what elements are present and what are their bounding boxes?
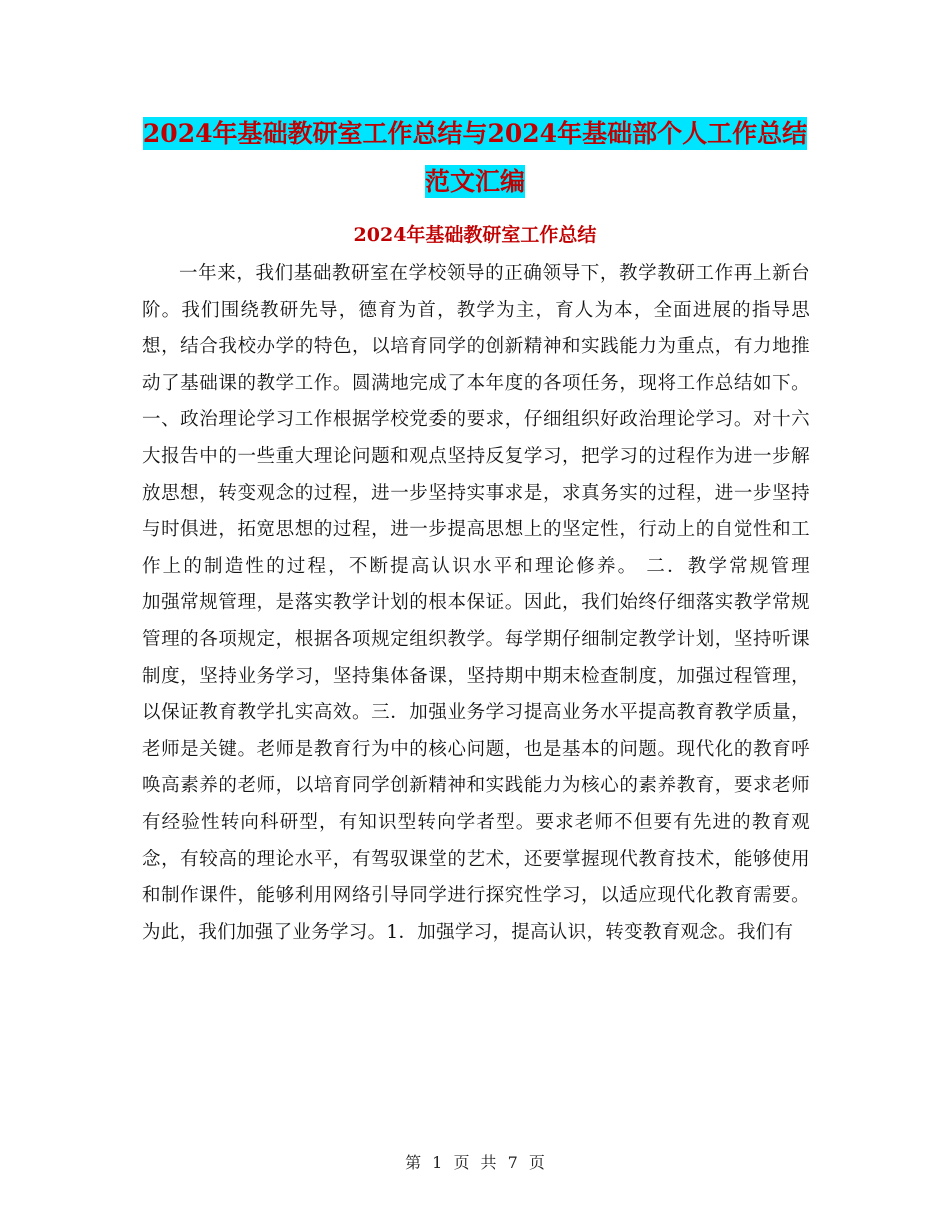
document-title-text: 2024年基础教研室工作总结与2024年基础部个人工作总结范文汇编 <box>142 119 808 196</box>
body-paragraph: 一年来，我们基础教研室在学校领导的正确领导下，教学教研工作再上新台阶。我们围绕教研先导，德育为首，教学为主，育人为本，全面进展的指导思想，结合我校办学的特色，以培育同学的创新精神和实践能力为重点，有力地推动了基础课的教学工作。圆满地完成了本年度的各项任务，现将工作总结如下。一、政治理论学习工作根据学校党委的要求，仔细组织好政治理论学习。对十六大报告中的一些重大理论问题和观点坚持反复学习，把学习的过程作为进一步解放思想，转变观念的过程，进一步坚持实事求是，求真务实的过程，进一步坚持与时俱进，拓宽思想的过程，进一步提高思想上的坚定性，行动上的自觉性和工作上的制造性的过程，不断提高认识水平和理论修养。 二．教学常规管理 加强常规管理，是落实教学计划的根本保证。因此，我们始终仔细落实教学常规管理的各项规定，根据各项规定组织教学。每学期仔细制定教学计划，坚持听课制度，坚持业务学习，坚持集体备课，坚持期中期末检查制度，加强过程管理，以保证教育教学扎实高效。三．加强业务学习提高业务水平提高教育教学质量，老师是关键。老师是教育行为中的核心问题，也是基本的问题。现代化的教育呼唤高素养的老师，以培育同学创新精神和实践能力为核心的素养教育，要求老师有经验性转向科研型，有知识型转向学者型。要求老师不但要有先进的教育观念，有较高的理论水平，有驾驭课堂的艺术，还要掌握现代教育技术，能够使用和制作课件，能够利用网络引导同学进行探究性学习，以适应现代化教育需要。为此，我们加强了业务学习。1．加强学习，提高认识，转变教育观念。我们有 <box>142 263 854 943</box>
section-title: 2024年基础教研室工作总结 <box>353 224 597 246</box>
page-footer: 第 1 页 共 7 页 <box>405 1153 545 1172</box>
document-title <box>140 110 810 206</box>
